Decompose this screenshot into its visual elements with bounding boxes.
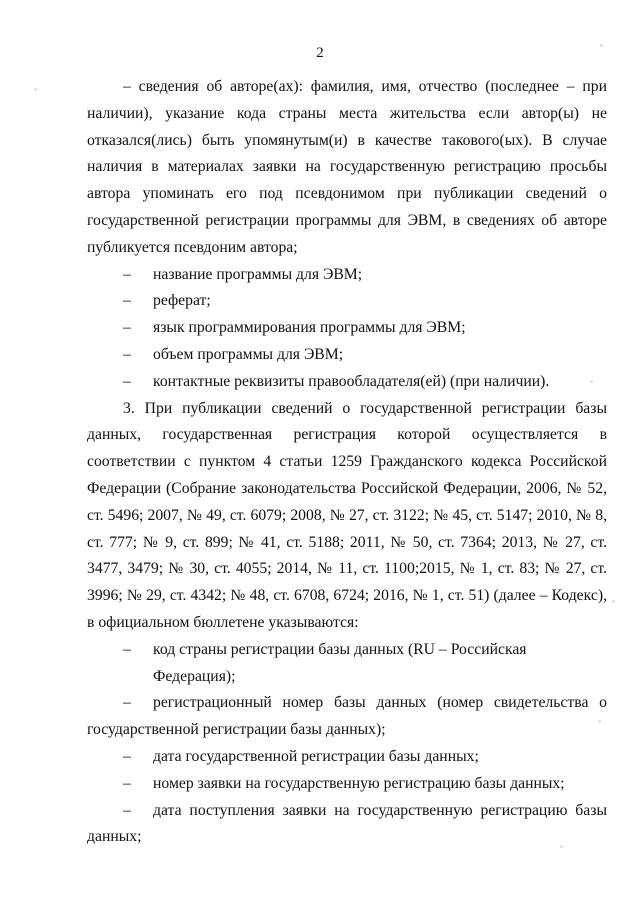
list-item-text: дата государственной регистрации базы данных; [153,747,479,765]
list-item-text: номер заявки на государственную регистрацию базы данных; [153,774,565,792]
database-items-list [87,637,607,851]
dash-marker: – [123,345,131,363]
dash-marker: – [123,694,131,712]
list-item [87,798,607,852]
list-item-text: регистрационный номер базы данных (номер свидетельства о государственной регистрации базы данных); [87,694,607,739]
list-item [87,771,607,798]
list-item-text: реферат; [153,292,211,310]
document-body [87,74,607,851]
list-item [87,637,607,691]
dash-marker: – [123,372,131,390]
list-item [87,288,607,315]
dash-marker: – [123,774,131,792]
scan-speck [34,88,37,91]
list-item [87,744,607,771]
dash-marker: – [123,292,131,310]
list-item-text: дата поступления заявки на государственную регистрацию базы данных; [87,801,607,846]
list-item-text: код страны регистрации базы данных (RU – Российская Федерация); [153,640,527,685]
dash-marker: – [123,747,131,765]
author-info-paragraph: – сведения об авторе(ах): фамилия, имя, отчество (последнее – при наличии), указание кода страны места жительства если автор(ы) не отказался(лись) быть упомянутым(и) в качестве такового(ых). В случае наличия в материалах заявки на государственную регистрацию просьбы автора упоминать его под псевдонимом при публикации сведений о государственной регистрации программы для ЭВМ, в сведениях об авторе публикуется псевдоним автора; [87,78,607,256]
scan-speck [612,600,615,603]
list-item-text: контактные реквизиты правообладателя(ей) (при наличии). [153,372,550,390]
list-item-text: объем программы для ЭВМ; [153,345,344,363]
list-item [87,342,607,369]
list-item-text: название программы для ЭВМ; [153,265,363,283]
list-item [87,369,607,396]
program-items-list [87,262,607,396]
list-item [87,690,607,744]
list-item-text: язык программирования программы для ЭВМ; [153,319,466,337]
page-number: 2 [316,45,324,61]
dash-marker: – [123,640,131,658]
list-item [87,262,607,289]
section-3-paragraph: 3. При публикации сведений о государственной регистрации базы данных, государственная регистрация которой осуществляется в соответствии с пунктом 4 статьи 1259 Гражданского кодекса Российской Федерации (Собрание законодательства Российской Федерации, 2006, № 52, ст. 5496; 2007, № 49, ст. 6079; 2008, № 27, ст. 3122; № 45, ст. 5147; 2010, № 8, ст. 777; № 9, ст. 899; № 41, ст. 5188; 2011, № 50, ст. 7364; 2013, № 27, ст. 3477, 3479; № 30, ст. 4055; 2014, № 11, ст. 1100;2015, № 1, ст. 83; № 27, ст. 3996; № 29, ст. 4342; № 48, ст. 6708, 6724; 2016, № 1, ст. 51) (далее – Кодекс), в официальном бюллетене указываются: [87,399,607,631]
dash-marker: – [123,319,131,337]
dash-marker: – [123,265,131,283]
list-item [87,315,607,342]
dash-marker: – [123,801,131,819]
